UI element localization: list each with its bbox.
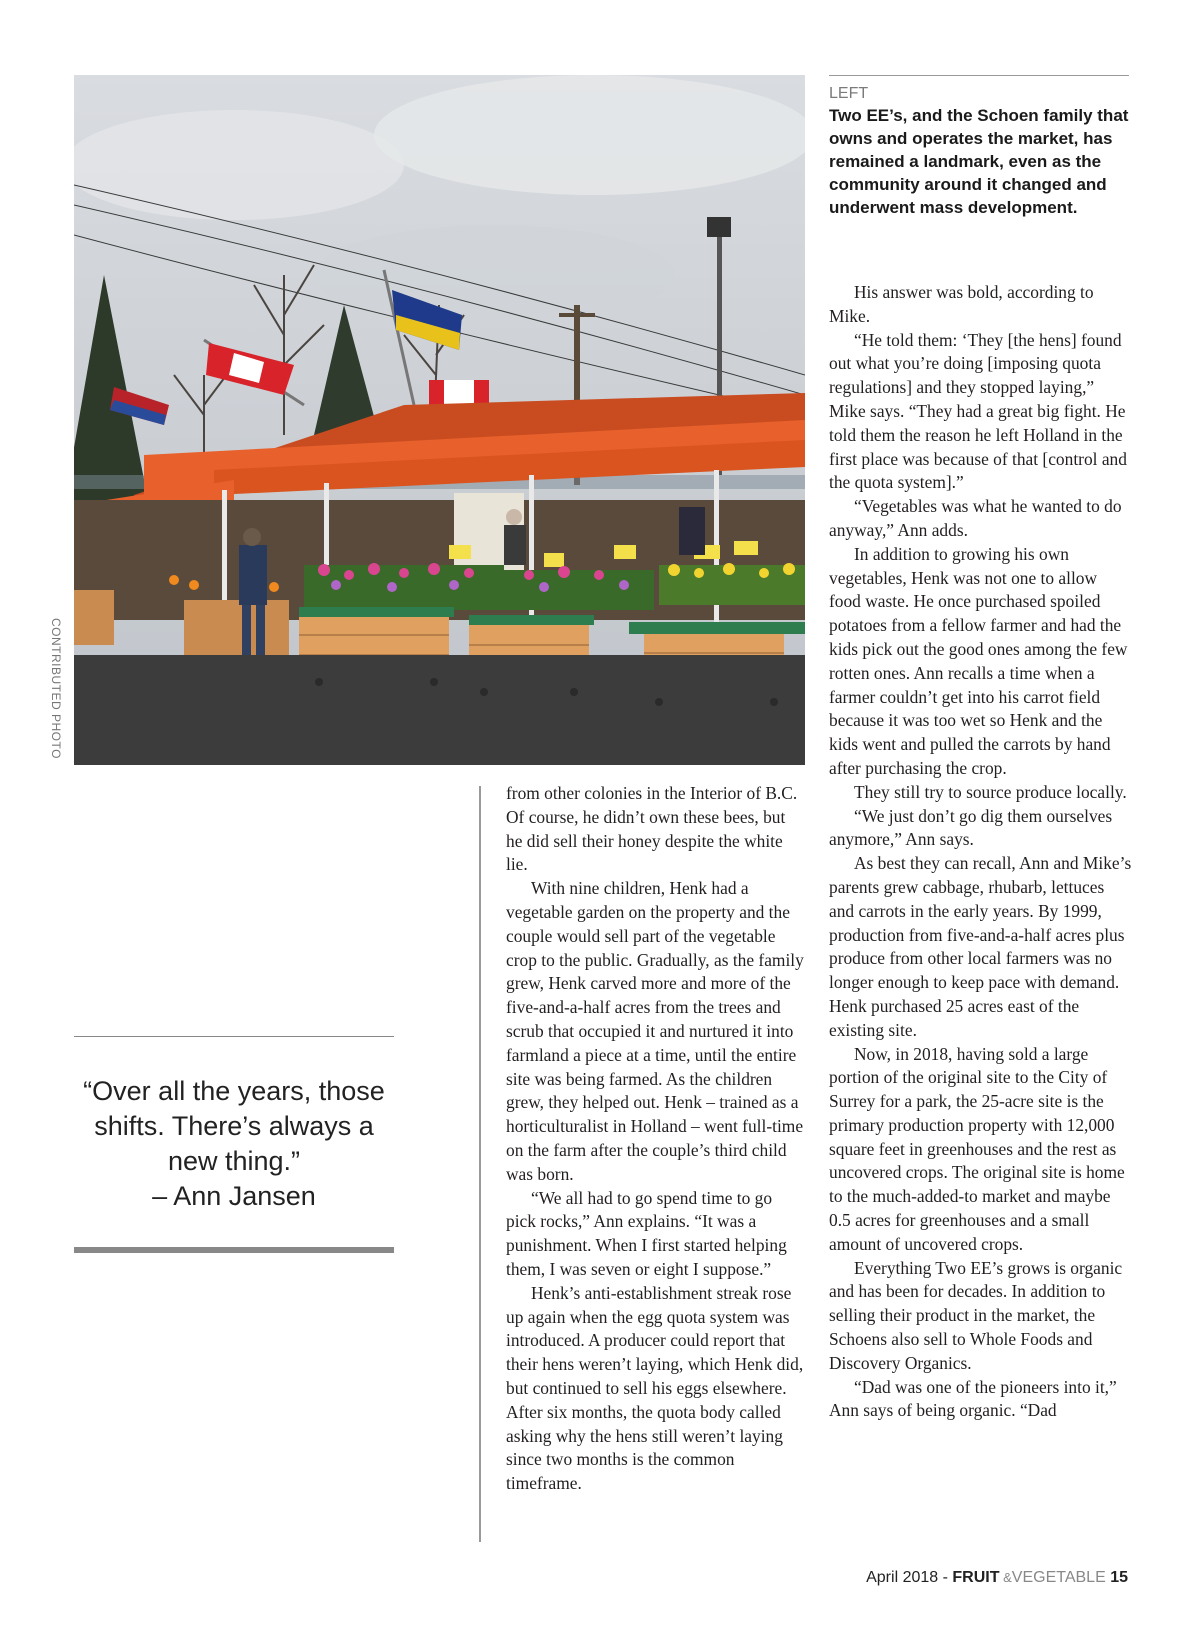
paragraph: “Vegetables was what he wanted to do anyway,” Ann adds. <box>829 496 1122 540</box>
photo-credit: CONTRIBUTED PHOTO <box>49 618 63 759</box>
paragraph: “We just don’t go dig them ourselves anymore,” Ann says. <box>829 805 1113 850</box>
paragraph: “He told them: ‘They [the hens] found out what you’re doing [imposing quota regulations] and they stopped laying,” Mike says. “They had a great big fight. He told them the reason he left Holland in the first place was because of that [control and the quota system].” <box>829 329 1127 493</box>
paragraph: from other colonies in the Interior of B.C. Of course, he didn’t own these bees, but he did sell their honey despite the white lie. <box>506 783 798 875</box>
column-rule <box>479 786 481 1542</box>
market-photo <box>74 75 805 765</box>
paragraph: They still try to source produce locally. <box>854 781 1127 802</box>
paragraph: With nine children, Henk had a vegetable garden on the property and the couple would sell part of the vegetable crop to the public. Gradually, as the family grew, Henk carved more and more of the five-and-a-half acres from the trees and scrub that occupied it and nurtured it into farmland a piece at a time, until the entire site was being farmed. As the children grew, they helped out. Henk – trained as a horticulturalist in Holland – went full-time on the farm after the couple’s third child was born. <box>506 878 804 1184</box>
market-photo-illustration <box>74 75 805 765</box>
article-column-middle <box>506 782 806 1496</box>
page-number: 15 <box>1110 1569 1128 1586</box>
folio-ampersand: & <box>999 1570 1012 1585</box>
caption-text: Two EE’s, and the Schoen family that owns and operates the market, has remained a landmark, even as the community around it changed and underwent mass development. <box>829 106 1129 217</box>
paragraph: His answer was bold, according to Mike. <box>829 282 1094 326</box>
pull-quote-bar <box>74 1247 394 1253</box>
paragraph: In addition to growing his own vegetables, Henk was not one to allow food waste. He once purchased spoiled potatoes from a fellow farmer and had the kids pick out the good ones among the few rotten ones. Ann recalls a time when a farmer couldn’t get into his carrot field because it was too wet so Henk and the kids went and pulled the carrots by hand after purchasing the crop. <box>829 543 1128 778</box>
paragraph: Henk’s anti-establishment streak rose up again when the egg quota system was introduced. A producer could report that their hens weren’t laying, which Henk did, but continued to sell his eggs elsewhere. After six months, the quota body called asking why the hens still weren’t laying since two months is the common timeframe. <box>506 1282 804 1494</box>
article-column-right <box>829 281 1133 1423</box>
paragraph: As best they can recall, Ann and Mike’s parents grew cabbage, rhubarb, lettuces and carrots in the early years. By 1999, production from five-and-a-half acres plus produce from other local farmers was no longer enough to keep pace with demand. Henk purchased 25 acres east of the existing site. <box>829 853 1132 1040</box>
pull-quote-body: “Over all the years, those shifts. There’s always a new thing.” <box>83 1076 385 1176</box>
pull-quote-text <box>74 1074 394 1214</box>
paragraph: Everything Two EE’s grows is organic and has been for decades. In addition to selling their product in the market, the Schoens also sell to Whole Foods and Discovery Organics. <box>829 1257 1123 1373</box>
pull-quote <box>74 1036 394 1253</box>
paragraph: “Dad was one of the pioneers into it,” Ann says of being organic. “Dad <box>829 1376 1117 1421</box>
folio-date: April 2018 - <box>866 1569 953 1586</box>
folio-magazine: FRUIT <box>952 1569 1000 1586</box>
pull-quote-attribution: – Ann Jansen <box>152 1181 316 1211</box>
paragraph: Now, in 2018, having sold a large portion of the original site to the City of Surrey for a park, the 25-acre site is the primary production property with 12,000 square feet in greenhouses and the rest as uncovered crops. The original site is home to the much-added-to market and maybe 0.5 acres for greenhouses and a small amount of uncovered crops. <box>829 1043 1125 1254</box>
photo-caption <box>829 75 1129 219</box>
paragraph: “We all had to go spend time to go pick rocks,” Ann explains. “It was a punishment. When I first started helping them, I was seven or eight I suppose.” <box>506 1187 787 1279</box>
folio-section: VEGETABLE <box>1011 1569 1106 1586</box>
caption-label: LEFT <box>829 85 869 102</box>
page-folio <box>866 1569 1128 1587</box>
